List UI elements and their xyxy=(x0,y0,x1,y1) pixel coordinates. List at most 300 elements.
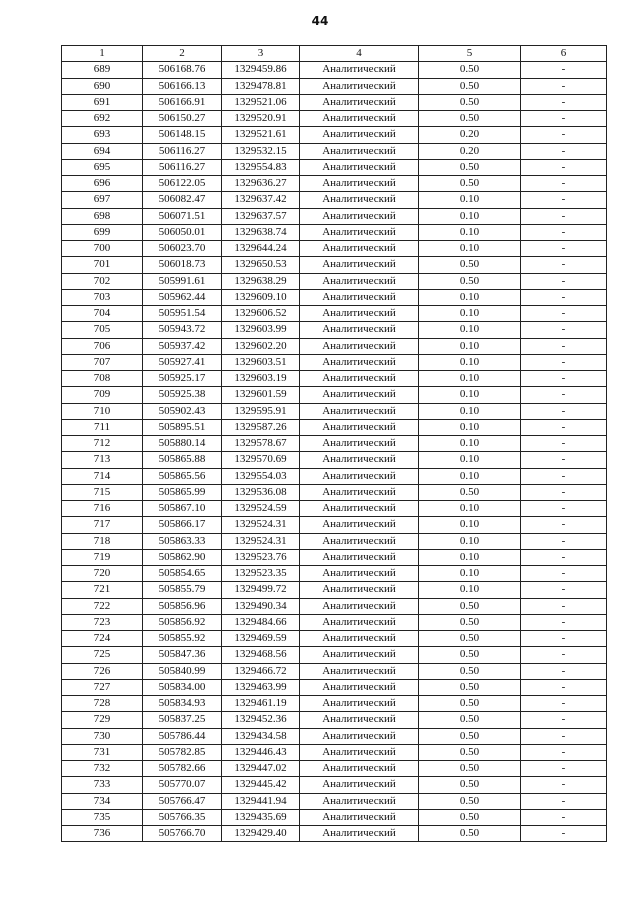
cell-note: - xyxy=(521,62,607,78)
cell-y-coordinate: 1329459.86 xyxy=(222,62,300,78)
cell-method: Аналитический xyxy=(300,387,419,403)
table-row xyxy=(62,468,607,484)
cell-point-number: 727 xyxy=(62,679,143,695)
table-row xyxy=(62,419,607,435)
cell-method: Аналитический xyxy=(300,501,419,517)
cell-x-coordinate: 505937.42 xyxy=(143,338,222,354)
table-row xyxy=(62,679,607,695)
cell-y-coordinate: 1329601.59 xyxy=(222,387,300,403)
table-row xyxy=(62,436,607,452)
cell-method: Аналитический xyxy=(300,452,419,468)
cell-accuracy: 0.50 xyxy=(419,809,521,825)
cell-y-coordinate: 1329461.19 xyxy=(222,696,300,712)
cell-note: - xyxy=(521,809,607,825)
cell-y-coordinate: 1329441.94 xyxy=(222,793,300,809)
cell-method: Аналитический xyxy=(300,176,419,192)
table-row xyxy=(62,744,607,760)
cell-x-coordinate: 506018.73 xyxy=(143,257,222,273)
cell-x-coordinate: 505834.00 xyxy=(143,679,222,695)
cell-x-coordinate: 505943.72 xyxy=(143,322,222,338)
table-row xyxy=(62,809,607,825)
cell-accuracy: 0.10 xyxy=(419,371,521,387)
cell-note: - xyxy=(521,371,607,387)
cell-point-number: 732 xyxy=(62,761,143,777)
cell-accuracy: 0.10 xyxy=(419,289,521,305)
cell-point-number: 721 xyxy=(62,582,143,598)
cell-method: Аналитический xyxy=(300,696,419,712)
cell-method: Аналитический xyxy=(300,78,419,94)
cell-y-coordinate: 1329446.43 xyxy=(222,744,300,760)
cell-accuracy: 0.10 xyxy=(419,436,521,452)
cell-method: Аналитический xyxy=(300,62,419,78)
cell-method: Аналитический xyxy=(300,208,419,224)
cell-x-coordinate: 505925.38 xyxy=(143,387,222,403)
column-header-1: 1 xyxy=(62,46,143,62)
cell-accuracy: 0.50 xyxy=(419,111,521,127)
cell-note: - xyxy=(521,354,607,370)
cell-method: Аналитический xyxy=(300,582,419,598)
table-row xyxy=(62,289,607,305)
cell-accuracy: 0.50 xyxy=(419,826,521,842)
cell-x-coordinate: 505902.43 xyxy=(143,403,222,419)
cell-accuracy: 0.10 xyxy=(419,452,521,468)
cell-accuracy: 0.10 xyxy=(419,241,521,257)
table-row xyxy=(62,826,607,842)
cell-point-number: 693 xyxy=(62,127,143,143)
cell-x-coordinate: 505766.70 xyxy=(143,826,222,842)
cell-x-coordinate: 506166.91 xyxy=(143,94,222,110)
cell-point-number: 706 xyxy=(62,338,143,354)
cell-point-number: 718 xyxy=(62,533,143,549)
cell-method: Аналитический xyxy=(300,241,419,257)
cell-x-coordinate: 506150.27 xyxy=(143,111,222,127)
cell-x-coordinate: 506082.47 xyxy=(143,192,222,208)
cell-accuracy: 0.10 xyxy=(419,224,521,240)
cell-method: Аналитический xyxy=(300,468,419,484)
cell-method: Аналитический xyxy=(300,338,419,354)
cell-y-coordinate: 1329554.83 xyxy=(222,159,300,175)
cell-note: - xyxy=(521,338,607,354)
cell-x-coordinate: 506148.15 xyxy=(143,127,222,143)
cell-method: Аналитический xyxy=(300,728,419,744)
cell-x-coordinate: 505862.90 xyxy=(143,549,222,565)
cell-method: Аналитический xyxy=(300,419,419,435)
cell-x-coordinate: 505927.41 xyxy=(143,354,222,370)
cell-accuracy: 0.50 xyxy=(419,793,521,809)
cell-note: - xyxy=(521,257,607,273)
cell-point-number: 733 xyxy=(62,777,143,793)
cell-accuracy: 0.10 xyxy=(419,419,521,435)
cell-point-number: 723 xyxy=(62,614,143,630)
table-row xyxy=(62,176,607,192)
cell-x-coordinate: 506116.27 xyxy=(143,159,222,175)
cell-y-coordinate: 1329570.69 xyxy=(222,452,300,468)
cell-y-coordinate: 1329650.53 xyxy=(222,257,300,273)
cell-note: - xyxy=(521,761,607,777)
cell-accuracy: 0.10 xyxy=(419,533,521,549)
cell-x-coordinate: 505962.44 xyxy=(143,289,222,305)
cell-note: - xyxy=(521,78,607,94)
cell-note: - xyxy=(521,826,607,842)
cell-y-coordinate: 1329447.02 xyxy=(222,761,300,777)
cell-x-coordinate: 506023.70 xyxy=(143,241,222,257)
cell-note: - xyxy=(521,793,607,809)
cell-y-coordinate: 1329602.20 xyxy=(222,338,300,354)
cell-method: Аналитический xyxy=(300,744,419,760)
cell-x-coordinate: 506050.01 xyxy=(143,224,222,240)
cell-point-number: 725 xyxy=(62,647,143,663)
cell-point-number: 692 xyxy=(62,111,143,127)
cell-note: - xyxy=(521,403,607,419)
table-row xyxy=(62,614,607,630)
cell-x-coordinate: 505770.07 xyxy=(143,777,222,793)
column-header-6: 6 xyxy=(521,46,607,62)
table-row xyxy=(62,582,607,598)
table-row xyxy=(62,387,607,403)
cell-y-coordinate: 1329434.58 xyxy=(222,728,300,744)
table-row xyxy=(62,793,607,809)
cell-note: - xyxy=(521,582,607,598)
cell-accuracy: 0.50 xyxy=(419,744,521,760)
table-row xyxy=(62,598,607,614)
table-body xyxy=(62,62,607,842)
cell-point-number: 698 xyxy=(62,208,143,224)
cell-note: - xyxy=(521,419,607,435)
cell-y-coordinate: 1329521.06 xyxy=(222,94,300,110)
cell-note: - xyxy=(521,241,607,257)
cell-note: - xyxy=(521,111,607,127)
table-row xyxy=(62,78,607,94)
cell-note: - xyxy=(521,663,607,679)
cell-point-number: 730 xyxy=(62,728,143,744)
cell-method: Аналитический xyxy=(300,306,419,322)
table-row xyxy=(62,306,607,322)
table-row xyxy=(62,777,607,793)
cell-y-coordinate: 1329478.81 xyxy=(222,78,300,94)
table-row xyxy=(62,663,607,679)
table-row xyxy=(62,192,607,208)
cell-y-coordinate: 1329554.03 xyxy=(222,468,300,484)
cell-accuracy: 0.50 xyxy=(419,614,521,630)
cell-method: Аналитический xyxy=(300,273,419,289)
cell-accuracy: 0.50 xyxy=(419,78,521,94)
cell-point-number: 696 xyxy=(62,176,143,192)
table-row xyxy=(62,322,607,338)
cell-y-coordinate: 1329606.52 xyxy=(222,306,300,322)
cell-x-coordinate: 505865.88 xyxy=(143,452,222,468)
table-row xyxy=(62,208,607,224)
table-header-row xyxy=(62,46,607,62)
cell-accuracy: 0.10 xyxy=(419,208,521,224)
cell-y-coordinate: 1329429.40 xyxy=(222,826,300,842)
cell-note: - xyxy=(521,224,607,240)
cell-y-coordinate: 1329603.51 xyxy=(222,354,300,370)
cell-point-number: 702 xyxy=(62,273,143,289)
cell-point-number: 729 xyxy=(62,712,143,728)
cell-y-coordinate: 1329595.91 xyxy=(222,403,300,419)
cell-y-coordinate: 1329637.42 xyxy=(222,192,300,208)
cell-accuracy: 0.10 xyxy=(419,403,521,419)
cell-x-coordinate: 505925.17 xyxy=(143,371,222,387)
cell-x-coordinate: 506168.76 xyxy=(143,62,222,78)
cell-x-coordinate: 505951.54 xyxy=(143,306,222,322)
table-row xyxy=(62,501,607,517)
cell-point-number: 711 xyxy=(62,419,143,435)
cell-note: - xyxy=(521,436,607,452)
cell-method: Аналитический xyxy=(300,289,419,305)
cell-x-coordinate: 505880.14 xyxy=(143,436,222,452)
cell-x-coordinate: 505834.93 xyxy=(143,696,222,712)
cell-accuracy: 0.10 xyxy=(419,192,521,208)
cell-note: - xyxy=(521,289,607,305)
cell-x-coordinate: 505855.92 xyxy=(143,631,222,647)
column-header-5: 5 xyxy=(419,46,521,62)
table-row xyxy=(62,257,607,273)
cell-accuracy: 0.50 xyxy=(419,647,521,663)
table-row xyxy=(62,533,607,549)
cell-note: - xyxy=(521,127,607,143)
table-row xyxy=(62,517,607,533)
cell-accuracy: 0.50 xyxy=(419,257,521,273)
cell-y-coordinate: 1329524.31 xyxy=(222,533,300,549)
cell-accuracy: 0.10 xyxy=(419,468,521,484)
cell-x-coordinate: 505991.61 xyxy=(143,273,222,289)
table-row xyxy=(62,354,607,370)
table-row xyxy=(62,484,607,500)
cell-method: Аналитический xyxy=(300,224,419,240)
cell-x-coordinate: 505782.66 xyxy=(143,761,222,777)
cell-x-coordinate: 505895.51 xyxy=(143,419,222,435)
cell-note: - xyxy=(521,744,607,760)
table-row xyxy=(62,273,607,289)
cell-y-coordinate: 1329469.59 xyxy=(222,631,300,647)
cell-accuracy: 0.10 xyxy=(419,338,521,354)
cell-accuracy: 0.50 xyxy=(419,484,521,500)
cell-note: - xyxy=(521,533,607,549)
cell-x-coordinate: 506122.05 xyxy=(143,176,222,192)
cell-y-coordinate: 1329445.42 xyxy=(222,777,300,793)
cell-x-coordinate: 506166.13 xyxy=(143,78,222,94)
cell-note: - xyxy=(521,501,607,517)
table-row xyxy=(62,224,607,240)
cell-y-coordinate: 1329435.69 xyxy=(222,809,300,825)
cell-accuracy: 0.10 xyxy=(419,582,521,598)
cell-method: Аналитический xyxy=(300,712,419,728)
cell-y-coordinate: 1329468.56 xyxy=(222,647,300,663)
table-row xyxy=(62,94,607,110)
cell-y-coordinate: 1329484.66 xyxy=(222,614,300,630)
cell-point-number: 736 xyxy=(62,826,143,842)
cell-point-number: 715 xyxy=(62,484,143,500)
cell-y-coordinate: 1329452.36 xyxy=(222,712,300,728)
cell-accuracy: 0.10 xyxy=(419,354,521,370)
cell-y-coordinate: 1329637.57 xyxy=(222,208,300,224)
cell-x-coordinate: 505867.10 xyxy=(143,501,222,517)
cell-note: - xyxy=(521,176,607,192)
cell-note: - xyxy=(521,159,607,175)
cell-method: Аналитический xyxy=(300,566,419,582)
table-row xyxy=(62,127,607,143)
cell-point-number: 703 xyxy=(62,289,143,305)
cell-accuracy: 0.50 xyxy=(419,712,521,728)
cell-point-number: 713 xyxy=(62,452,143,468)
cell-accuracy: 0.50 xyxy=(419,159,521,175)
cell-accuracy: 0.10 xyxy=(419,517,521,533)
cell-method: Аналитический xyxy=(300,679,419,695)
cell-y-coordinate: 1329638.29 xyxy=(222,273,300,289)
cell-x-coordinate: 505856.96 xyxy=(143,598,222,614)
cell-accuracy: 0.20 xyxy=(419,127,521,143)
cell-y-coordinate: 1329524.59 xyxy=(222,501,300,517)
table-row xyxy=(62,761,607,777)
table-row xyxy=(62,712,607,728)
cell-accuracy: 0.50 xyxy=(419,176,521,192)
cell-note: - xyxy=(521,647,607,663)
cell-y-coordinate: 1329587.26 xyxy=(222,419,300,435)
cell-y-coordinate: 1329532.15 xyxy=(222,143,300,159)
table-row xyxy=(62,62,607,78)
cell-point-number: 719 xyxy=(62,549,143,565)
page-number: 44 xyxy=(311,14,329,28)
cell-x-coordinate: 505837.25 xyxy=(143,712,222,728)
cell-accuracy: 0.50 xyxy=(419,777,521,793)
cell-method: Аналитический xyxy=(300,631,419,647)
cell-accuracy: 0.10 xyxy=(419,566,521,582)
cell-method: Аналитический xyxy=(300,94,419,110)
cell-note: - xyxy=(521,614,607,630)
cell-point-number: 700 xyxy=(62,241,143,257)
cell-y-coordinate: 1329644.24 xyxy=(222,241,300,257)
table-row xyxy=(62,696,607,712)
cell-y-coordinate: 1329523.76 xyxy=(222,549,300,565)
cell-x-coordinate: 505855.79 xyxy=(143,582,222,598)
cell-method: Аналитический xyxy=(300,598,419,614)
column-header-3: 3 xyxy=(222,46,300,62)
cell-x-coordinate: 505840.99 xyxy=(143,663,222,679)
cell-point-number: 728 xyxy=(62,696,143,712)
cell-accuracy: 0.10 xyxy=(419,501,521,517)
table-row xyxy=(62,111,607,127)
cell-note: - xyxy=(521,306,607,322)
table-row xyxy=(62,143,607,159)
cell-accuracy: 0.50 xyxy=(419,598,521,614)
cell-x-coordinate: 505863.33 xyxy=(143,533,222,549)
cell-accuracy: 0.10 xyxy=(419,322,521,338)
cell-x-coordinate: 505766.35 xyxy=(143,809,222,825)
cell-y-coordinate: 1329466.72 xyxy=(222,663,300,679)
cell-accuracy: 0.10 xyxy=(419,306,521,322)
cell-y-coordinate: 1329638.74 xyxy=(222,224,300,240)
cell-method: Аналитический xyxy=(300,111,419,127)
cell-note: - xyxy=(521,517,607,533)
column-header-2: 2 xyxy=(143,46,222,62)
cell-method: Аналитический xyxy=(300,371,419,387)
cell-method: Аналитический xyxy=(300,809,419,825)
cell-point-number: 720 xyxy=(62,566,143,582)
cell-y-coordinate: 1329636.27 xyxy=(222,176,300,192)
cell-point-number: 689 xyxy=(62,62,143,78)
cell-point-number: 716 xyxy=(62,501,143,517)
cell-point-number: 734 xyxy=(62,793,143,809)
cell-point-number: 707 xyxy=(62,354,143,370)
cell-x-coordinate: 505847.36 xyxy=(143,647,222,663)
cell-accuracy: 0.50 xyxy=(419,696,521,712)
table-row xyxy=(62,452,607,468)
cell-method: Аналитический xyxy=(300,354,419,370)
table-row xyxy=(62,338,607,354)
cell-method: Аналитический xyxy=(300,826,419,842)
cell-point-number: 697 xyxy=(62,192,143,208)
cell-x-coordinate: 505866.17 xyxy=(143,517,222,533)
cell-point-number: 695 xyxy=(62,159,143,175)
cell-point-number: 726 xyxy=(62,663,143,679)
cell-note: - xyxy=(521,208,607,224)
cell-y-coordinate: 1329609.10 xyxy=(222,289,300,305)
cell-note: - xyxy=(521,712,607,728)
cell-y-coordinate: 1329603.99 xyxy=(222,322,300,338)
cell-point-number: 694 xyxy=(62,143,143,159)
cell-y-coordinate: 1329521.61 xyxy=(222,127,300,143)
cell-y-coordinate: 1329524.31 xyxy=(222,517,300,533)
cell-note: - xyxy=(521,728,607,744)
cell-note: - xyxy=(521,468,607,484)
cell-accuracy: 0.10 xyxy=(419,387,521,403)
cell-method: Аналитический xyxy=(300,192,419,208)
cell-method: Аналитический xyxy=(300,436,419,452)
cell-y-coordinate: 1329490.34 xyxy=(222,598,300,614)
cell-method: Аналитический xyxy=(300,647,419,663)
cell-method: Аналитический xyxy=(300,549,419,565)
cell-note: - xyxy=(521,273,607,289)
table-row xyxy=(62,631,607,647)
cell-x-coordinate: 505856.92 xyxy=(143,614,222,630)
cell-method: Аналитический xyxy=(300,777,419,793)
cell-point-number: 705 xyxy=(62,322,143,338)
cell-x-coordinate: 506071.51 xyxy=(143,208,222,224)
cell-method: Аналитический xyxy=(300,793,419,809)
cell-y-coordinate: 1329536.08 xyxy=(222,484,300,500)
cell-method: Аналитический xyxy=(300,533,419,549)
cell-note: - xyxy=(521,452,607,468)
cell-accuracy: 0.50 xyxy=(419,728,521,744)
cell-note: - xyxy=(521,387,607,403)
cell-method: Аналитический xyxy=(300,143,419,159)
cell-accuracy: 0.50 xyxy=(419,663,521,679)
cell-accuracy: 0.50 xyxy=(419,94,521,110)
cell-x-coordinate: 505865.56 xyxy=(143,468,222,484)
cell-method: Аналитический xyxy=(300,761,419,777)
cell-note: - xyxy=(521,777,607,793)
cell-accuracy: 0.50 xyxy=(419,761,521,777)
cell-point-number: 709 xyxy=(62,387,143,403)
cell-note: - xyxy=(521,322,607,338)
cell-method: Аналитический xyxy=(300,614,419,630)
cell-method: Аналитический xyxy=(300,257,419,273)
coordinates-table xyxy=(61,45,607,842)
cell-y-coordinate: 1329578.67 xyxy=(222,436,300,452)
cell-point-number: 714 xyxy=(62,468,143,484)
table-row xyxy=(62,371,607,387)
cell-point-number: 690 xyxy=(62,78,143,94)
cell-note: - xyxy=(521,566,607,582)
cell-accuracy: 0.50 xyxy=(419,631,521,647)
cell-accuracy: 0.50 xyxy=(419,62,521,78)
cell-note: - xyxy=(521,192,607,208)
cell-point-number: 699 xyxy=(62,224,143,240)
cell-method: Аналитический xyxy=(300,127,419,143)
cell-x-coordinate: 505865.99 xyxy=(143,484,222,500)
cell-point-number: 691 xyxy=(62,94,143,110)
